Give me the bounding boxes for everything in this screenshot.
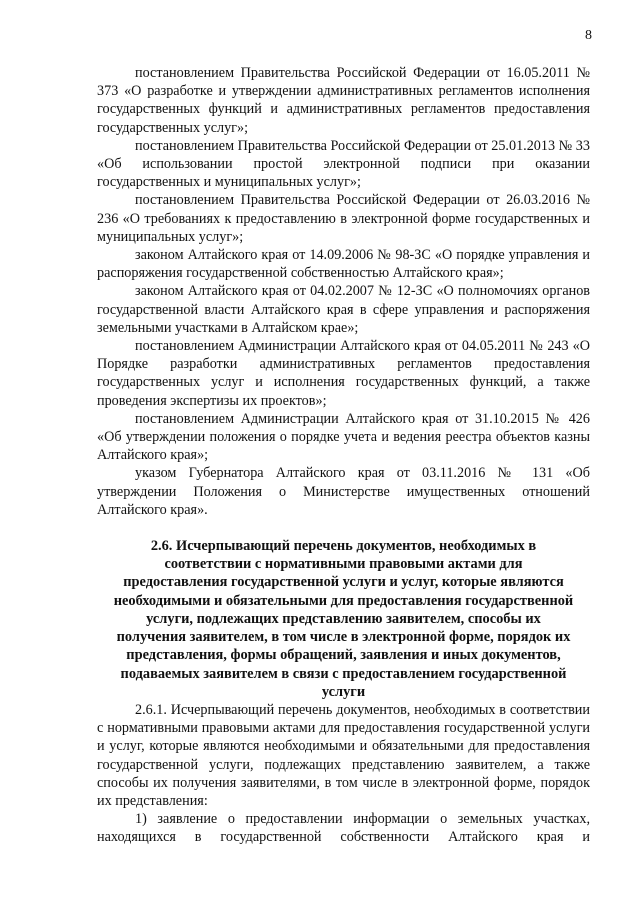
section-spacer [97,519,590,527]
legal-basis-item: законом Алтайского края от 04.02.2007 № 12-ЗС «О полномочиях органов государственной власти Алтайского края в сфере управления и распоряжения земельными участками в Алтайском крае»; [97,283,590,336]
page-number: 8 [585,28,592,43]
section-heading: 2.6. Исчерпывающий перечень документов, необходимых в соответствии с нормативными правовыми актами для предоставления государственной услуги и услуг, которые являются необходимыми и обязательными для предоставления государственной услуги, подлежащих представлению заявителем, способы их получения заявителем, в том числе в электронной форме, порядок их представления, формы обращений, заявления и иных документов, подаваемых заявителем в связи с предоставлением государственной услуги [113,538,574,700]
legal-basis-item: постановлением Правительства Российской Федерации от 26.03.2016 № 236 «О требованиях к предоставлению в электронной форме государственных и муниципальных услуг»; [97,192,590,245]
legal-basis-item: постановлением Правительства Российской Федерации от 25.01.2013 № 33 «Об использовании простой электронной подписи при оказании государственных и муниципальных услуг»; [97,137,590,191]
legal-basis-item: постановлением Администрации Алтайского края от 04.05.2011 № 243 «О Порядке разработки административных регламентов предоставления государственных услуг и исполнения государственных функций, а также проведения экспертизы их проектов»; [97,338,590,409]
legal-basis-item: постановлением Администрации Алтайского края от 31.10.2015 № 426 «Об утверждении положения о порядке учета и ведения реестра объектов казны Алтайского края»; [97,410,590,464]
legal-basis-item: постановлением Правительства Российской Федерации от 16.05.2011 № 373 «О разработке и утверждении административных регламентов исполнения государственных функций и административных регламентов предоставления государственных услуг»; [97,65,590,136]
section-clause: 2.6.1. Исчерпывающий перечень документов, необходимых в соответствии с нормативными правовыми актами для предоставления государственной услуги и услуг, которые являются необходимыми и обязательными для предоставления государственной услуги, подлежащих представлению заявителем, а также способы их получения заявителями, в том числе в электронной форме, порядок их представления: [97,701,590,809]
section-list-item: 1) заявление о предоставлении информации о земельных участках, находящихся в государственной собственности Алтайского края и [97,811,590,846]
legal-basis-item: указом Губернатора Алтайского края от 03.11.2016 № 131 «Об утверждении Положения о Министерстве имущественных отношений Алтайского края». [97,465,590,518]
legal-basis-item: законом Алтайского края от 14.09.2006 № 98-ЗС «О порядке управления и распоряжения государственной собственностью Алтайского края»; [97,247,590,282]
document-body [97,64,590,847]
